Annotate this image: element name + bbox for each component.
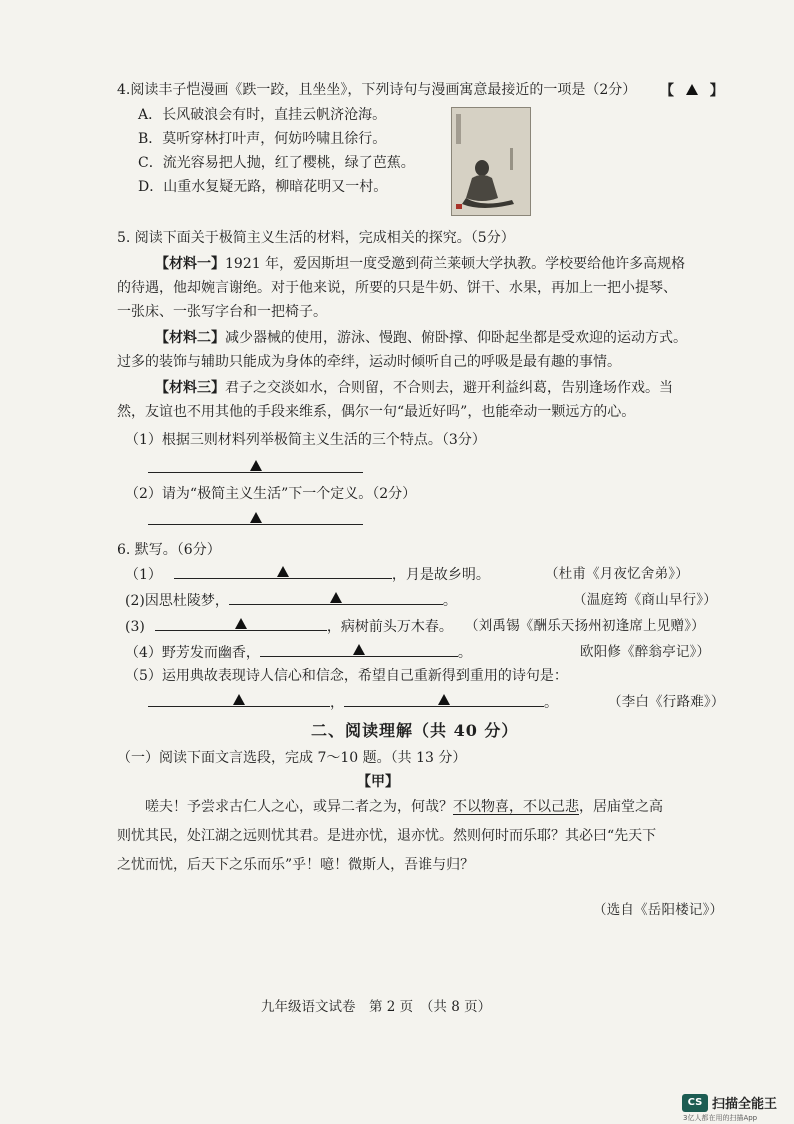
- scanner-logo-icon: CS: [682, 1094, 708, 1112]
- section-2-part-1: （一）阅读下面文言选段，完成 7～10 题。（共 13 分）: [117, 750, 467, 766]
- line1-blank[interactable]: [174, 562, 392, 579]
- material-3-tag: 【材料三】: [155, 380, 225, 396]
- q5-material-1-line3: 一张床、一张写字台和一把椅子。: [117, 304, 327, 320]
- q6-line3-source: （刘禹锡《酬乐天扬州初逢席上见赠》）: [465, 618, 705, 634]
- q6-line4: [125, 640, 472, 663]
- line5-blank-2[interactable]: [344, 690, 544, 707]
- q4-option-d: D．山重水复疑无路，柳暗花明又一村。: [138, 179, 388, 195]
- q5-sub1: （1）根据三则材料列举极简主义生活的三个特点。（3分）: [125, 432, 486, 448]
- section-2-title: 二、阅读理解（共 40 分）: [311, 721, 519, 740]
- answer-triangle-icon: [679, 81, 705, 95]
- q4-option-a: A．长风破浪会有时，直挂云帆济沧海。: [138, 107, 387, 123]
- line1-text: ，月是故乡明。: [391, 567, 490, 583]
- line1-number: （1）: [125, 567, 162, 583]
- line2-blank[interactable]: [229, 588, 443, 605]
- bracket-right: 】: [709, 83, 724, 99]
- line3-text: ，病树前头万木春。: [326, 619, 453, 635]
- material-1-text: 1921 年，爱因斯坦一度受邀到荷兰莱顿大学执教。学校要给他许多高规格: [225, 256, 686, 272]
- q5-material-3-line2: 然，友谊也不用其他的手段来维系，偶尔一句“最近好吗”，也能牵动一颗远方的心。: [117, 404, 636, 420]
- line3-number: (3): [125, 619, 145, 635]
- scanner-tagline: 3亿人都在用的扫描App: [683, 1114, 758, 1122]
- passage-line-1: [145, 797, 663, 817]
- line4-blank[interactable]: [260, 640, 458, 657]
- passage-jia-label: 【甲】: [357, 774, 399, 790]
- q6-line1: [125, 562, 490, 585]
- q5-stem: 5. 阅读下面关于极简主义生活的材料，完成相关的探究。（5分）: [117, 230, 515, 246]
- q6-line2-source: （温庭筠《商山早行》）: [573, 592, 717, 608]
- q5-material-2-line1: [155, 328, 687, 348]
- underlined-phrase: 不以物喜，不以己悲: [453, 799, 579, 815]
- line5-comma: ，: [330, 695, 344, 711]
- q5-sub2: （2）请为“极简主义生活”下一个定义。（2分）: [125, 486, 417, 502]
- passage-line-1-end: ，居庙堂之高: [579, 799, 663, 815]
- q6-line1-source: （杜甫《月夜忆舍弟》）: [545, 566, 689, 582]
- q5-material-2-line2: 过多的装饰与辅助只能成为身体的牵绊，运动时倾听自己的呼吸是最有趣的事情。: [117, 354, 621, 370]
- q6-line5: （5）运用典故表现诗人信心和信念，希望自己重新得到重用的诗句是：: [125, 668, 568, 684]
- line2-end: 。: [442, 593, 457, 609]
- q5-sub2-answer-line[interactable]: [148, 506, 363, 525]
- q4-option-c: C．流光容易把人抛，红了樱桃，绿了芭蕉。: [138, 155, 415, 171]
- q4-answer-box: [660, 80, 724, 100]
- material-2-tag: 【材料二】: [155, 330, 225, 346]
- q6-line5-source: （李白《行路难》）: [608, 694, 725, 710]
- line2-prefix: (2)因思杜陵梦，: [125, 593, 229, 609]
- q5-sub1-answer-line[interactable]: [148, 454, 363, 473]
- q6-line4-source: 欧阳修《醉翁亭记》）: [580, 644, 711, 660]
- q4-option-b: B．莫听穿林打叶声，何妨吟啸且徐行。: [138, 131, 387, 147]
- q5-material-1-line2: 的待遇，他却婉言谢绝。对于他来说，所要的只是牛奶、饼干、水果，再加上一把小提琴、: [117, 280, 677, 296]
- q5-material-1-line1: [155, 254, 685, 274]
- line4-prefix: （4）野芳发而幽香，: [125, 645, 260, 661]
- q6-line2: [125, 588, 457, 611]
- line5-end: 。: [544, 695, 558, 711]
- passage-line-2: 则忧其民，处江湖之远则忧其君。是进亦忧，退亦忧。然则何时而乐耶？其必曰“先天下: [117, 828, 657, 844]
- q4-stem: 4.阅读丰子恺漫画《跌一跤，且坐坐》，下列诗句与漫画寓意最接近的一项是（2分）: [117, 82, 637, 98]
- q5-material-3-line1: [155, 378, 673, 398]
- line3-blank[interactable]: [155, 614, 327, 631]
- bracket-left: 【: [660, 83, 674, 99]
- material-1-tag: 【材料一】: [155, 256, 225, 272]
- passage-source: （选自《岳阳楼记》）: [593, 902, 724, 918]
- q6-stem: 6. 默写。（6分）: [117, 542, 221, 558]
- manga-painting-image: [451, 107, 531, 216]
- page-footer: 九年级语文试卷 第 2 页 （共 8 页）: [261, 999, 492, 1015]
- line4-end: 。: [457, 645, 472, 661]
- scanner-app-name: 扫描全能王: [712, 1097, 778, 1112]
- passage-line-3: 之忧而忧，后天下之乐而乐”乎！噫！微斯人，吾谁与归？: [117, 857, 475, 873]
- q6-line3: [125, 614, 453, 637]
- line5-blank-1[interactable]: [148, 690, 330, 707]
- q6-line5-answers: [148, 690, 558, 713]
- material-3-text: 君子之交淡如水，合则留，不合则去，避开利益纠葛，告别逢场作戏。当: [225, 380, 673, 396]
- passage-line-1-start: 嗟夫！予尝求古仁人之心，或异二者之为，何哉？: [145, 799, 453, 815]
- material-2-text: 减少器械的使用，游泳、慢跑、俯卧撑、仰卧起坐都是受欢迎的运动方式。: [225, 330, 687, 346]
